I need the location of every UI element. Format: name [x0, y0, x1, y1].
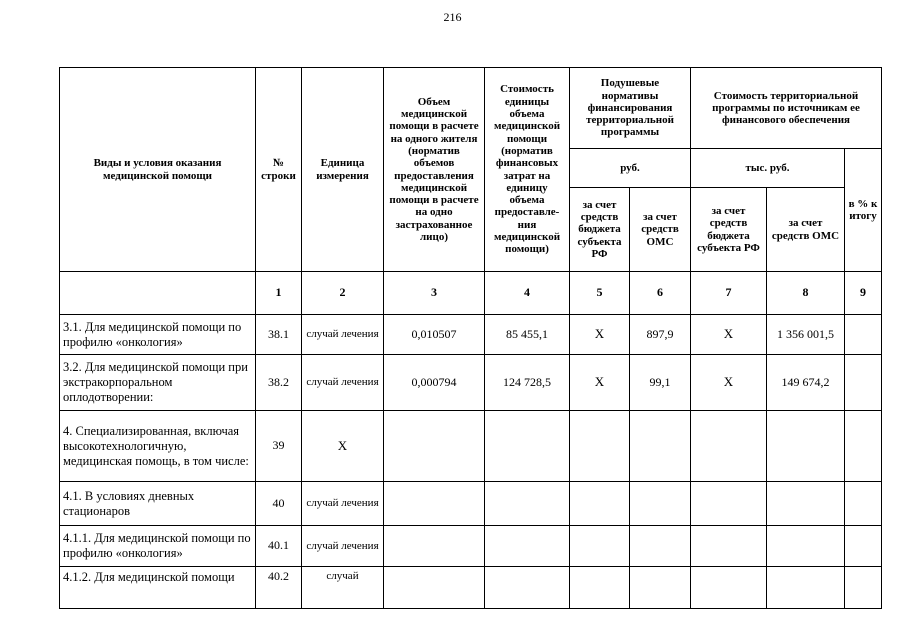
row-cost: 124 728,5 — [485, 355, 570, 411]
row-oms-thous — [767, 526, 845, 567]
row-number: 40.2 — [256, 567, 302, 609]
row-desc: 3.2. Для медицинской помощи при экстракорпоральном оплодотворении: — [60, 355, 256, 411]
table-row — [60, 526, 882, 567]
row-percent — [845, 355, 882, 411]
row-number: 39 — [256, 411, 302, 482]
row-cost: 85 455,1 — [485, 315, 570, 355]
table-row — [60, 315, 882, 355]
row-volume — [384, 567, 485, 609]
row-desc: 4.1.2. Для медицинской помощи — [60, 567, 256, 609]
header-percent: в % к итогу — [845, 149, 882, 272]
header-budget-rub: за счет средств бюджета субъекта РФ — [570, 188, 630, 272]
row-unit: случай лечения — [302, 315, 384, 355]
row-percent — [845, 482, 882, 526]
row-desc: 4.1. В условиях дневных стационаров — [60, 482, 256, 526]
table-row — [60, 355, 882, 411]
row-number: 40.1 — [256, 526, 302, 567]
row-oms-rub — [630, 526, 691, 567]
row-volume — [384, 482, 485, 526]
row-number: 38.2 — [256, 355, 302, 411]
row-unit: случай — [302, 567, 384, 609]
row-oms-rub — [630, 482, 691, 526]
col-number: 6 — [630, 272, 691, 315]
row-percent — [845, 411, 882, 482]
row-oms-rub — [630, 411, 691, 482]
row-volume: 0,000794 — [384, 355, 485, 411]
col-number: 7 — [691, 272, 767, 315]
row-cost — [485, 411, 570, 482]
table-row — [60, 567, 882, 609]
row-cost — [485, 482, 570, 526]
row-oms-rub — [630, 567, 691, 609]
row-budget-rub — [570, 482, 630, 526]
page-number: 216 — [443, 10, 462, 24]
col-number-blank — [60, 272, 256, 315]
row-oms-thous: 149 674,2 — [767, 355, 845, 411]
row-budget-rub: X — [570, 315, 630, 355]
header-oms-rub: за счет средств ОМС — [630, 188, 691, 272]
row-budget-thous: X — [691, 315, 767, 355]
row-budget-thous — [691, 482, 767, 526]
header-cost: Стоимость единицы объема медицинской помощи (норматив финансовых затрат на единицу объема предоставле-ния медицинской помощи) — [485, 68, 570, 272]
row-oms-thous: 1 356 001,5 — [767, 315, 845, 355]
row-budget-thous — [691, 526, 767, 567]
row-percent — [845, 315, 882, 355]
header-row-number: № строки — [256, 68, 302, 272]
col-number: 3 — [384, 272, 485, 315]
row-oms-thous — [767, 567, 845, 609]
header-percap-group: Подушевые нормативы финансирования территориальной программы — [570, 68, 691, 149]
row-desc: 4. Специализированная, включая высокотехнологичную, медицинская помощь, в том числе: — [60, 411, 256, 482]
row-budget-thous — [691, 411, 767, 482]
row-number: 40 — [256, 482, 302, 526]
row-budget-thous: X — [691, 355, 767, 411]
table-row — [60, 482, 882, 526]
row-oms-thous — [767, 411, 845, 482]
row-oms-rub: 897,9 — [630, 315, 691, 355]
col-number: 8 — [767, 272, 845, 315]
table-row — [60, 411, 882, 482]
header-volume: Объем медицинской помощи в расчете на одного жителя (норматив объемов предоставления медицинской помощи в расчете на одно застрахованное лицо) — [384, 68, 485, 272]
row-volume — [384, 526, 485, 567]
row-unit: случай лечения — [302, 526, 384, 567]
row-percent — [845, 526, 882, 567]
col-number: 9 — [845, 272, 882, 315]
header-oms-thous: за счет средств ОМС — [767, 188, 845, 272]
header-rub: руб. — [570, 149, 691, 188]
header-desc: Виды и условия оказания медицинской помощи — [60, 68, 256, 272]
row-oms-rub: 99,1 — [630, 355, 691, 411]
header-cost-group: Стоимость территориальной программы по источникам ее финансового обеспечения — [691, 68, 882, 149]
row-volume — [384, 411, 485, 482]
row-budget-rub — [570, 526, 630, 567]
row-cost — [485, 526, 570, 567]
header-budget-thous: за счет средств бюджета субъекта РФ — [691, 188, 767, 272]
row-cost — [485, 567, 570, 609]
data-table — [59, 67, 882, 609]
row-oms-thous — [767, 482, 845, 526]
row-budget-thous — [691, 567, 767, 609]
row-unit: X — [302, 411, 384, 482]
row-unit: случай лечения — [302, 355, 384, 411]
col-number: 5 — [570, 272, 630, 315]
row-budget-rub — [570, 411, 630, 482]
col-number: 4 — [485, 272, 570, 315]
header-thous-rub: тыс. руб. — [691, 149, 845, 188]
row-desc: 3.1. Для медицинской помощи по профилю «онкология» — [60, 315, 256, 355]
row-percent — [845, 567, 882, 609]
header-unit: Единица измерения — [302, 68, 384, 272]
row-budget-rub — [570, 567, 630, 609]
row-budget-rub: X — [570, 355, 630, 411]
row-desc: 4.1.1. Для медицинской помощи по профилю «онкология» — [60, 526, 256, 567]
col-number: 1 — [256, 272, 302, 315]
col-number: 2 — [302, 272, 384, 315]
row-unit: случай лечения — [302, 482, 384, 526]
row-number: 38.1 — [256, 315, 302, 355]
row-volume: 0,010507 — [384, 315, 485, 355]
